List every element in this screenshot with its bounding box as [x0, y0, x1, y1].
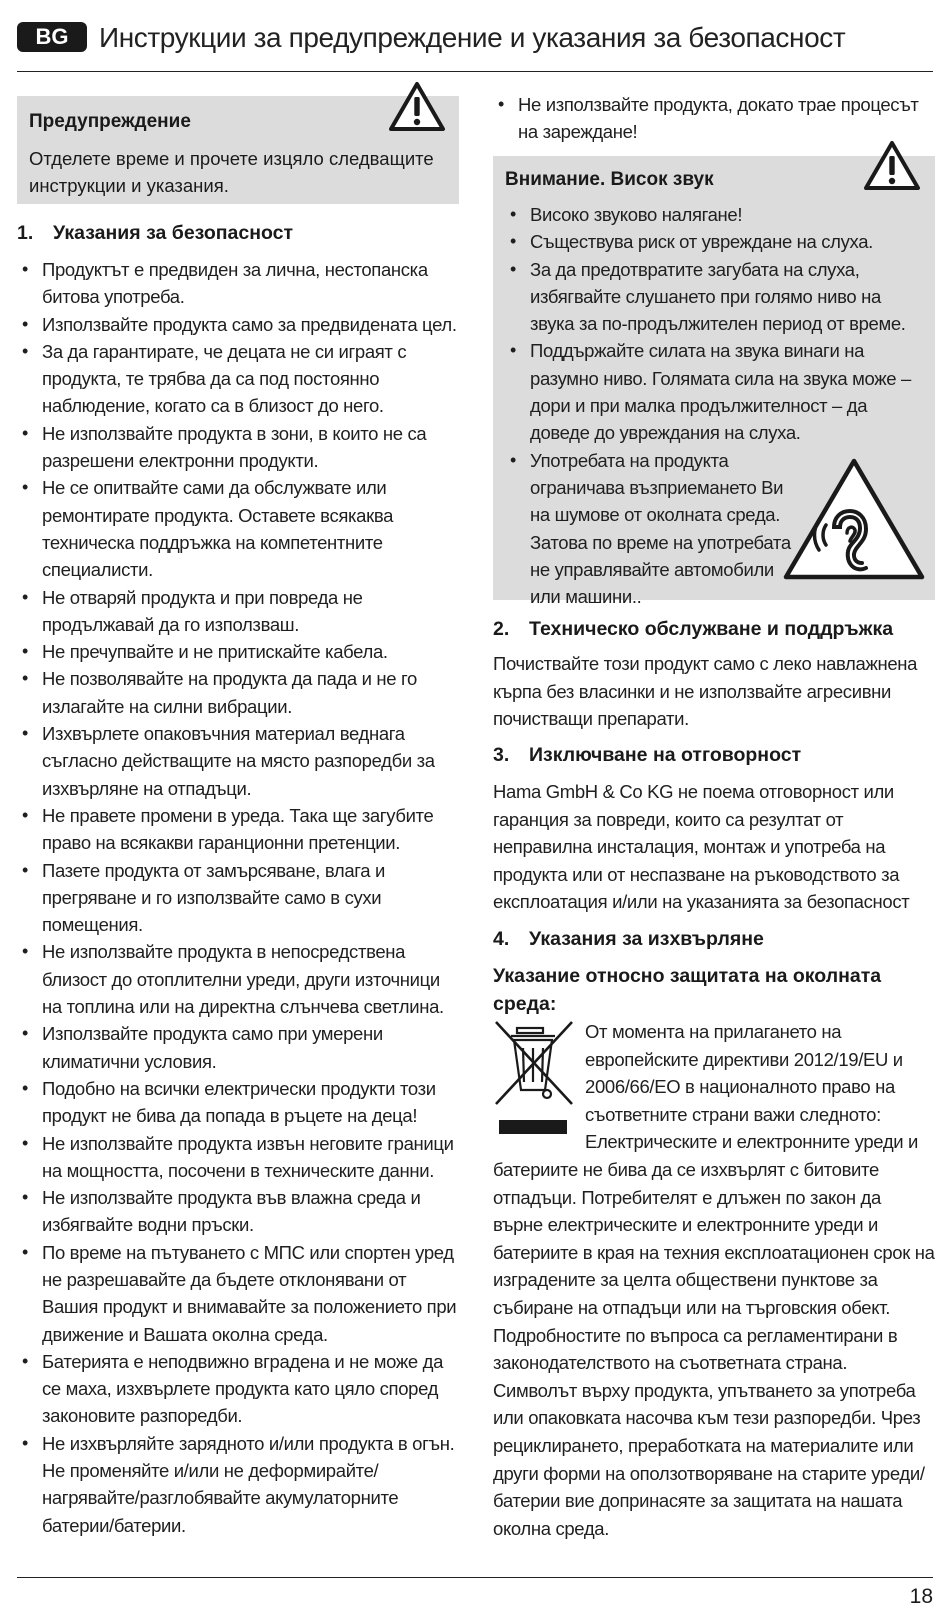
page-number: 18: [909, 1585, 933, 1608]
section-3-text: Hama GmbH & Co KG не поема отговорност или гаранция за повреди, които са резултат от неправилна инсталация, монтаж и употреба на продукта или от неспазване на ръководството за експлоатация и/или на указанията за безопасност: [493, 781, 910, 913]
footer-rule: [17, 1577, 933, 1578]
section-1-number: 1.: [17, 222, 34, 244]
list-item: • Използвайте продукта само за предвидената цел.: [17, 311, 459, 338]
crossed-out-wheelie-bin-icon: [493, 1018, 581, 1138]
disposal-text: От момента на прилагането на европейските директиви 2012/19/EU и 2006/66/EO в националното право на съответните страни важи следното: Електрическите и електронните уреди и батериите не бива да се изхвърлят с битовите отпадъци. Потребителят е длъжен по закон да върне електрическите и електронните уреди и батериите в края на техния експлоатационен срок на изградените за целта обществени пунктове за събиране на отпадъци или на търговския обект. Подробностите по въпроса са регламентирани в законодателството на съответната страна. Символът върху продукта, упътването за употреба или опаковката насочва към тези разпоредби. Чрез рециклирането, преработката на материалите или други форми на оползотворяване на старите уреди/ батерии вие допринасяте за защитата на нашата околна среда.: [493, 1021, 935, 1539]
list-item: • Не пречупвайте и не притискайте кабела.: [17, 638, 459, 665]
section-2-text: Почиствайте този продукт само с леко навлажнена кърпа без власинки и не използвайте агресивни почистващи препарати.: [493, 653, 918, 730]
section-3-number: 3.: [493, 744, 510, 766]
list-item: • Високо звуково налягане!: [505, 201, 923, 228]
safety-list: [17, 256, 459, 1539]
section-4-text: [493, 1018, 935, 1542]
section-1-heading: [17, 222, 293, 245]
warning-triangle-icon: [388, 81, 446, 138]
language-badge: BG: [17, 22, 87, 52]
list-item: • За да гарантирате, че децата не си играят с продукта, те трябва да са под постоянно наблюдение, когато са в близост до него.: [17, 338, 459, 420]
warning-title: Предупреждение: [29, 111, 191, 132]
list-item: • Батерията е неподвижно вградена и не може да се маха, изхвърлете продукта като цяло според законовите разпоредби.: [17, 1348, 459, 1430]
list-item: • Не правете промени в уреда. Така ще загубите право на всякакви гаранционни претенции.: [17, 802, 459, 857]
warning-triangle-icon: [863, 140, 921, 197]
list-item: • Не използвайте продукта, докато трае процесът на зареждане!: [493, 91, 935, 146]
section-2-number: 2.: [493, 618, 510, 640]
header-rule: [17, 71, 933, 72]
list-item: • По време на пътуването с МПС или спортен уред не разрешавайте да бъдете отклонявани от Вашия продукт и внимавайте за положението при движение и Вашата околна среда.: [17, 1239, 459, 1348]
section-2-title: Техническо обслужване и поддръжка: [529, 618, 894, 640]
caution-box: [493, 156, 935, 608]
section-4-subtitle: Указание относно защитата на околната среда:: [493, 965, 882, 1015]
warning-text: Отделете време и прочете изцяло следващите инструкции и указания.: [29, 148, 434, 196]
section-4-number: 4.: [493, 928, 510, 950]
list-item: • За да предотвратите загубата на слуха, избягвайте слушането при голямо ниво на звука за по-продължителен период от време.: [505, 256, 923, 338]
section-4-title: Указания за изхвърляне: [529, 928, 764, 950]
list-item: • Употребата на продукта ограничава възприемането Ви на шумове от околната среда. Затова по време на употребата не управлявайте автомобили или машини..: [505, 447, 923, 611]
list-item: • Продуктът е предвиден за лична, нестопанска битова употреба.: [17, 256, 459, 311]
list-item: • Поддържайте силата на звука винаги на разумно ниво. Голямата сила на звука може – дори и при малка продължителност – да доведе до увреждания на слуха.: [505, 337, 923, 446]
page-header: [17, 18, 933, 70]
list-item: • Не използвайте продукта във влажна среда и избягвайте водни пръски.: [17, 1184, 459, 1239]
list-item: • Пазете продукта от замърсяване, влага и прегряване и го използвайте само в сухи помещения.: [17, 857, 459, 939]
list-item: • Не използвайте продукта в непосредствена близост до отоплителни уреди, други източници на топлина или на директна слънчева светлина.: [17, 938, 459, 1020]
list-item: • Подобно на всички електрически продукти този продукт не бива да попада в ръцете на деца!: [17, 1075, 459, 1130]
list-item: • Не отваряй продукта и при повреда не продължавай да го използваш.: [17, 584, 459, 639]
section-3-heading: [493, 744, 801, 767]
section-4-heading: [493, 928, 764, 951]
list-item: • Не използвайте продукта в зони, в които не са разрешени електронни продукти.: [17, 420, 459, 475]
list-item: • Изхвърлете опаковъчния материал веднага съгласно действащите на място разпоредби за изхвърляне на отпадъци.: [17, 720, 459, 802]
list-item: • Не позволявайте на продукта да пада и не го излагайте на силни вибрации.: [17, 665, 459, 720]
list-item: • Съществува риск от увреждане на слуха.: [505, 228, 923, 255]
caution-title: Внимание. Висок звук: [505, 169, 714, 190]
list-item: • Не използвайте продукта извън неговите граници на мощността, посочени в техническите данни.: [17, 1130, 459, 1185]
list-item: • Използвайте продукта само при умерени климатични условия.: [17, 1020, 459, 1075]
section-1-title: Указания за безопасност: [53, 222, 294, 244]
list-item: • Не се опитвайте сами да обслужвате или ремонтирате продукта. Оставете всякаква техническа поддръжка на компетентните специалисти.: [17, 474, 459, 583]
warning-box: [17, 96, 459, 204]
hearing-warning-icon: [782, 455, 927, 588]
section-3-title: Изключване на отговорност: [529, 744, 802, 766]
page-title: Инструкции за предупреждение и указания за безопасност: [99, 22, 846, 53]
list-item: • Не изхвърляйте зарядното и/или продукта в огън. Не променяйте и/или не деформирайте/ нагрявайте/разглобявайте акумулаторните батерии/батерии.: [17, 1430, 459, 1539]
charging-note-list: [493, 91, 935, 146]
section-2-heading: [493, 618, 893, 641]
